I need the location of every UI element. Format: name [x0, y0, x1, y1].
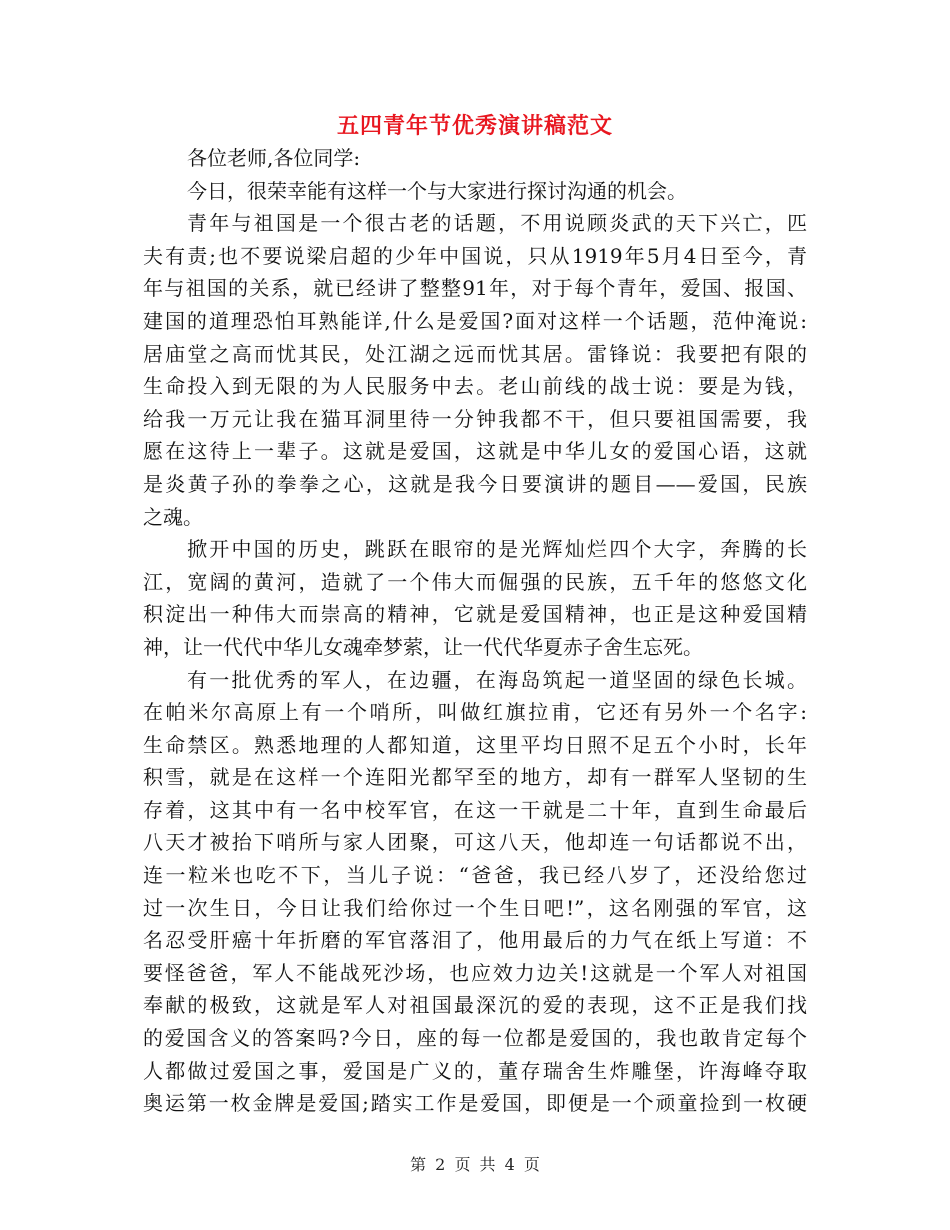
- text-line: 夫有责;也不要说梁启超的少年中国说，只从1919年5月4日至今，青: [143, 243, 807, 268]
- text-line: 今日，很荣幸能有这样一个与大家进行探讨沟通的机会。: [187, 178, 687, 203]
- document-title: 五四青年节优秀演讲稿范文: [336, 113, 613, 139]
- text-line: 奥运第一枚金牌是爱国;踏实工作是爱国，即便是一个顽童捡到一枚硬: [143, 1091, 807, 1116]
- page-footer: 第 2 页 共 4 页: [410, 1155, 540, 1174]
- text-line: 之魂。: [143, 504, 203, 529]
- text-line: 要怪爸爸，军人不能战死沙场，也应效力边关!这就是一个军人对祖国: [143, 960, 807, 985]
- text-line: 奉献的极致，这就是军人对祖国最深沉的爱的表现，这不正是我们找: [143, 993, 807, 1018]
- text-line: 各位老师,各位同学:: [187, 146, 361, 170]
- text-line: 生命投入到无限的为人民服务中去。老山前线的战士说：要是为钱，: [143, 374, 807, 399]
- text-line: 愿在这待上一辈子。这就是爱国，这就是中华儿女的爱国心语，这就: [143, 439, 807, 464]
- text-line: 年与祖国的关系，就已经讲了整整91年，对于每个青年，爱国、报国、: [143, 276, 807, 301]
- text-line: 连一粒米也吃不下，当儿子说：“爸爸，我已经八岁了，还没给您过: [143, 863, 807, 888]
- text-line: 的爱国含义的答案吗?今日，座的每一位都是爱国的，我也敢肯定每个: [143, 1026, 807, 1051]
- text-line: 存着，这其中有一名中校军官，在这一干就是二十年，直到生命最后: [143, 797, 807, 822]
- text-line: 八天才被抬下哨所与家人团聚，可这八天，他却连一句话都说不出，: [143, 830, 807, 855]
- text-line: 建国的道理恐怕耳熟能详,什么是爱国?面对这样一个话题，范仲淹说:: [143, 308, 807, 333]
- text-line: 有一批优秀的军人，在边疆，在海岛筑起一道坚固的绿色长城。: [187, 667, 807, 692]
- text-line: 在帕米尔高原上有一个哨所，叫做红旗拉甫，它还有另外一个名字:: [143, 700, 807, 725]
- text-line: 青年与祖国是一个很古老的话题，不用说顾炎武的天下兴亡，匹: [187, 211, 807, 236]
- text-line: 生命禁区。熟悉地理的人都知道，这里平均日照不足五个小时，长年: [143, 732, 807, 757]
- text-line: 名忍受肝癌十年折磨的军官落泪了，他用最后的力气在纸上写道：不: [143, 928, 807, 953]
- text-line: 积雪，就是在这样一个连阳光都罕至的地方，却有一群军人坚韧的生: [143, 765, 807, 790]
- text-line: 人都做过爱国之事，爱国是广义的，董存瑞舍生炸雕堡，许海峰夺取: [143, 1058, 807, 1083]
- text-line: 是炎黄子孙的拳拳之心，这就是我今日要演讲的题目——爱国，民族: [143, 471, 807, 496]
- text-line: 过一次生日，今日让我们给你过一个生日吧!”，这名刚强的军官，这: [143, 895, 807, 920]
- text-line: 掀开中国的历史，跳跃在眼帘的是光辉灿烂四个大字，奔腾的长: [187, 537, 807, 562]
- text-line: 江，宽阔的黄河，造就了一个伟大而倔强的民族，五千年的悠悠文化: [143, 569, 807, 594]
- text-line: 积淀出一种伟大而崇高的精神，它就是爱国精神，也正是这种爱国精: [143, 602, 807, 627]
- text-line: 神，让一代代中华儿女魂牵梦萦，让一代代华夏赤子舍生忘死。: [143, 634, 703, 659]
- text-line: 居庙堂之高而忧其民，处江湖之远而忧其居。雷锋说：我要把有限的: [143, 341, 807, 366]
- document-body: [143, 142, 807, 1120]
- text-line: 给我一万元让我在猫耳洞里待一分钟我都不干，但只要祖国需要，我: [143, 406, 807, 431]
